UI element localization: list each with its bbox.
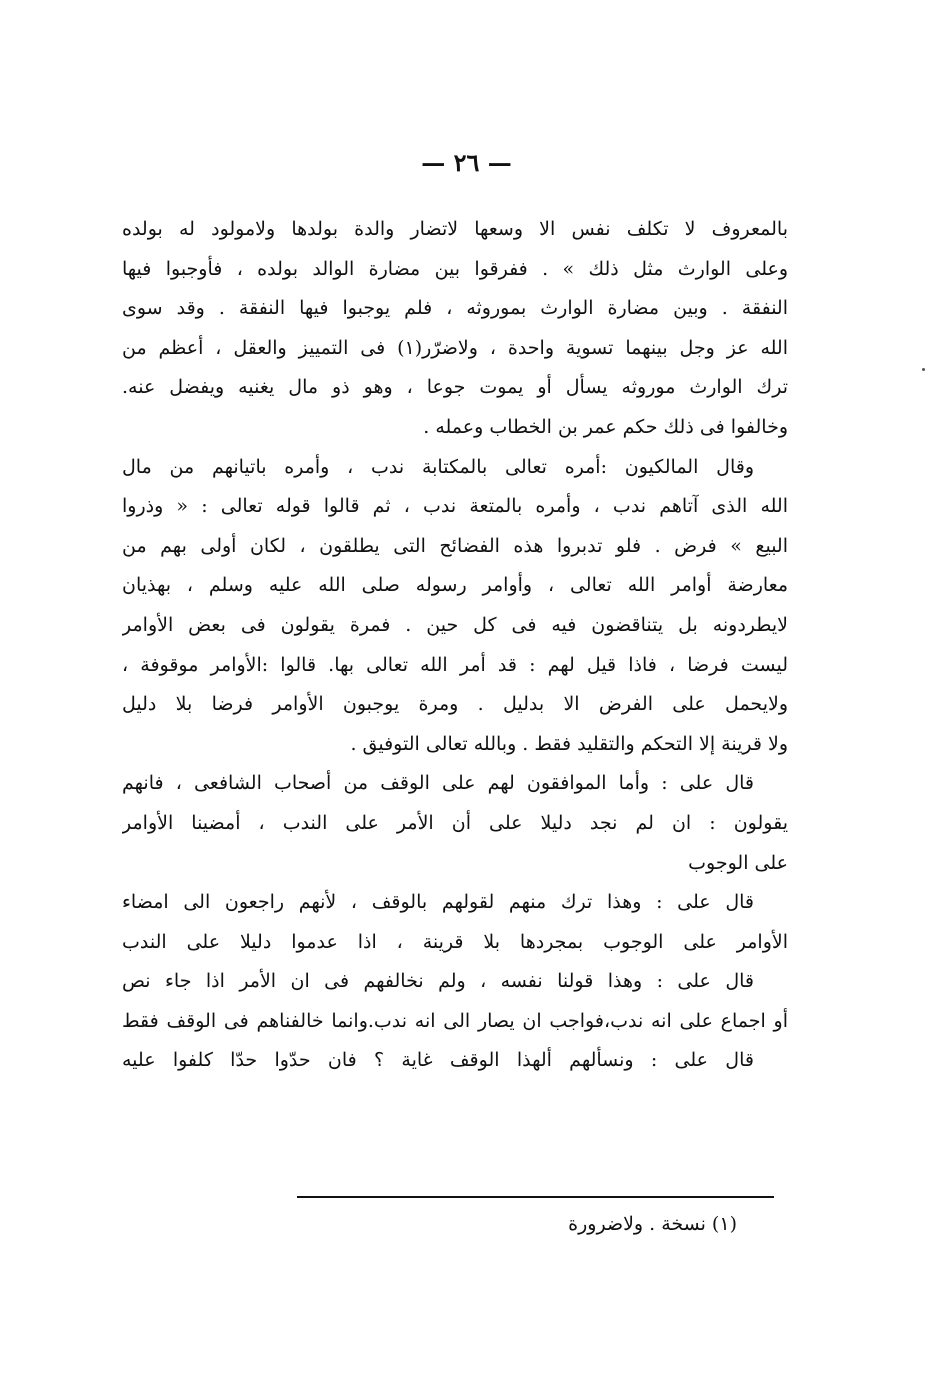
text-line: ولايحمل على الفرض الا بدليل . ومرة يوجبون الأوامر فرضا بلا دليل (122, 693, 788, 716)
text-line: البيع » فرض . فلو تدبروا هذه الفضائح التى يطلقون ، لكان أولى بهم من (122, 534, 788, 557)
text-line: قال على : وهذا قولنا نفسه ، ولم نخالفهم فى ان الأمر اذا جاء نص (122, 970, 754, 993)
text-line: لايطردونه بل يتناقضون فيه فى كل حين . فمرة يقولون فى بعض الأوامر (122, 613, 788, 636)
text-line: معارضة أوامر الله تعالى ، وأوامر رسوله صلى الله عليه وسلم ، بهذيان (122, 574, 788, 597)
text-line: قال على : وأما الموافقون لهم على الوقف من أصحاب الشافعى ، فانهم (122, 772, 754, 795)
text-line: ليست فرضا ، فاذا قيل لهم : قد أمر الله تعالى بها. قالوا :الأوامر موقوفة ، (122, 653, 788, 676)
text-line: النفقة . وبين مضارة الوارث بموروثه ، فلم يوجبوا فيها النفقة . وقد سوى (122, 297, 788, 320)
text-line: قال على : ونسألهم ألهذا الوقف غاية ؟ فان حدّوا حدّا كلفوا عليه (122, 1049, 754, 1072)
text-line: بالمعروف لا تكلف نفس الا وسعها لاتضار والدة بولدها ولامولود له بولده (122, 218, 788, 240)
text-line: يقولون : ان لم نجد دليلا على أن الأمر على الندب ، أمضينا الأوامر (122, 811, 788, 834)
text-line: ترك الوارث موروثه يسأل أو يموت جوعا ، وهو ذو مال يغنيه ويفضل عنه. (122, 376, 788, 399)
text-line: أو اجماع على انه ندب،فواجب ان يصار الى انه ندب.وانما خالفناهم فى الوقف فقط (122, 1009, 788, 1032)
body-text (122, 210, 788, 1081)
text-line: وخالفوا فى ذلك حكم عمر بن الخطاب وعمله . (423, 415, 788, 438)
text-line: وعلى الوارث مثل ذلك » . ففرقوا بين مضارة الوالد بولده ، فأوجبوا فيها (122, 257, 788, 280)
text-line: قال على : وهذا ترك منهم لقولهم بالوقف ، لأنهم راجعون الى امضاء (122, 891, 754, 914)
text-line: الأوامر على الوجوب بمجردها بلا قرينة ، اذا عدموا دليلا على الندب (122, 930, 788, 953)
text-line: وقال المالكيون :أمره تعالى بالمكتابة ندب ، وأمره باتيانهم من مال (122, 455, 754, 478)
text-line: على الوجوب (688, 851, 788, 874)
text-line: الله عز وجل بينهما تسوية واحدة ، ولاضرّر(١) فى التمييز والعقل ، أعظم من (122, 336, 788, 359)
text-line: الله الذى آتاهم ندب ، وأمره بالمتعة ندب ، ثم قالوا قوله تعالى : « وذروا (122, 495, 788, 518)
text-line: ولا قرينة إلا التحكم والتقليد فقط . وبالله تعالى التوفيق . (350, 732, 788, 755)
footnote: (١) نسخة . ولاضرورة (568, 1213, 737, 1235)
footnote-divider (297, 1196, 774, 1198)
scan-speck (922, 368, 925, 371)
page-number: — ٢٦ — (421, 148, 512, 177)
